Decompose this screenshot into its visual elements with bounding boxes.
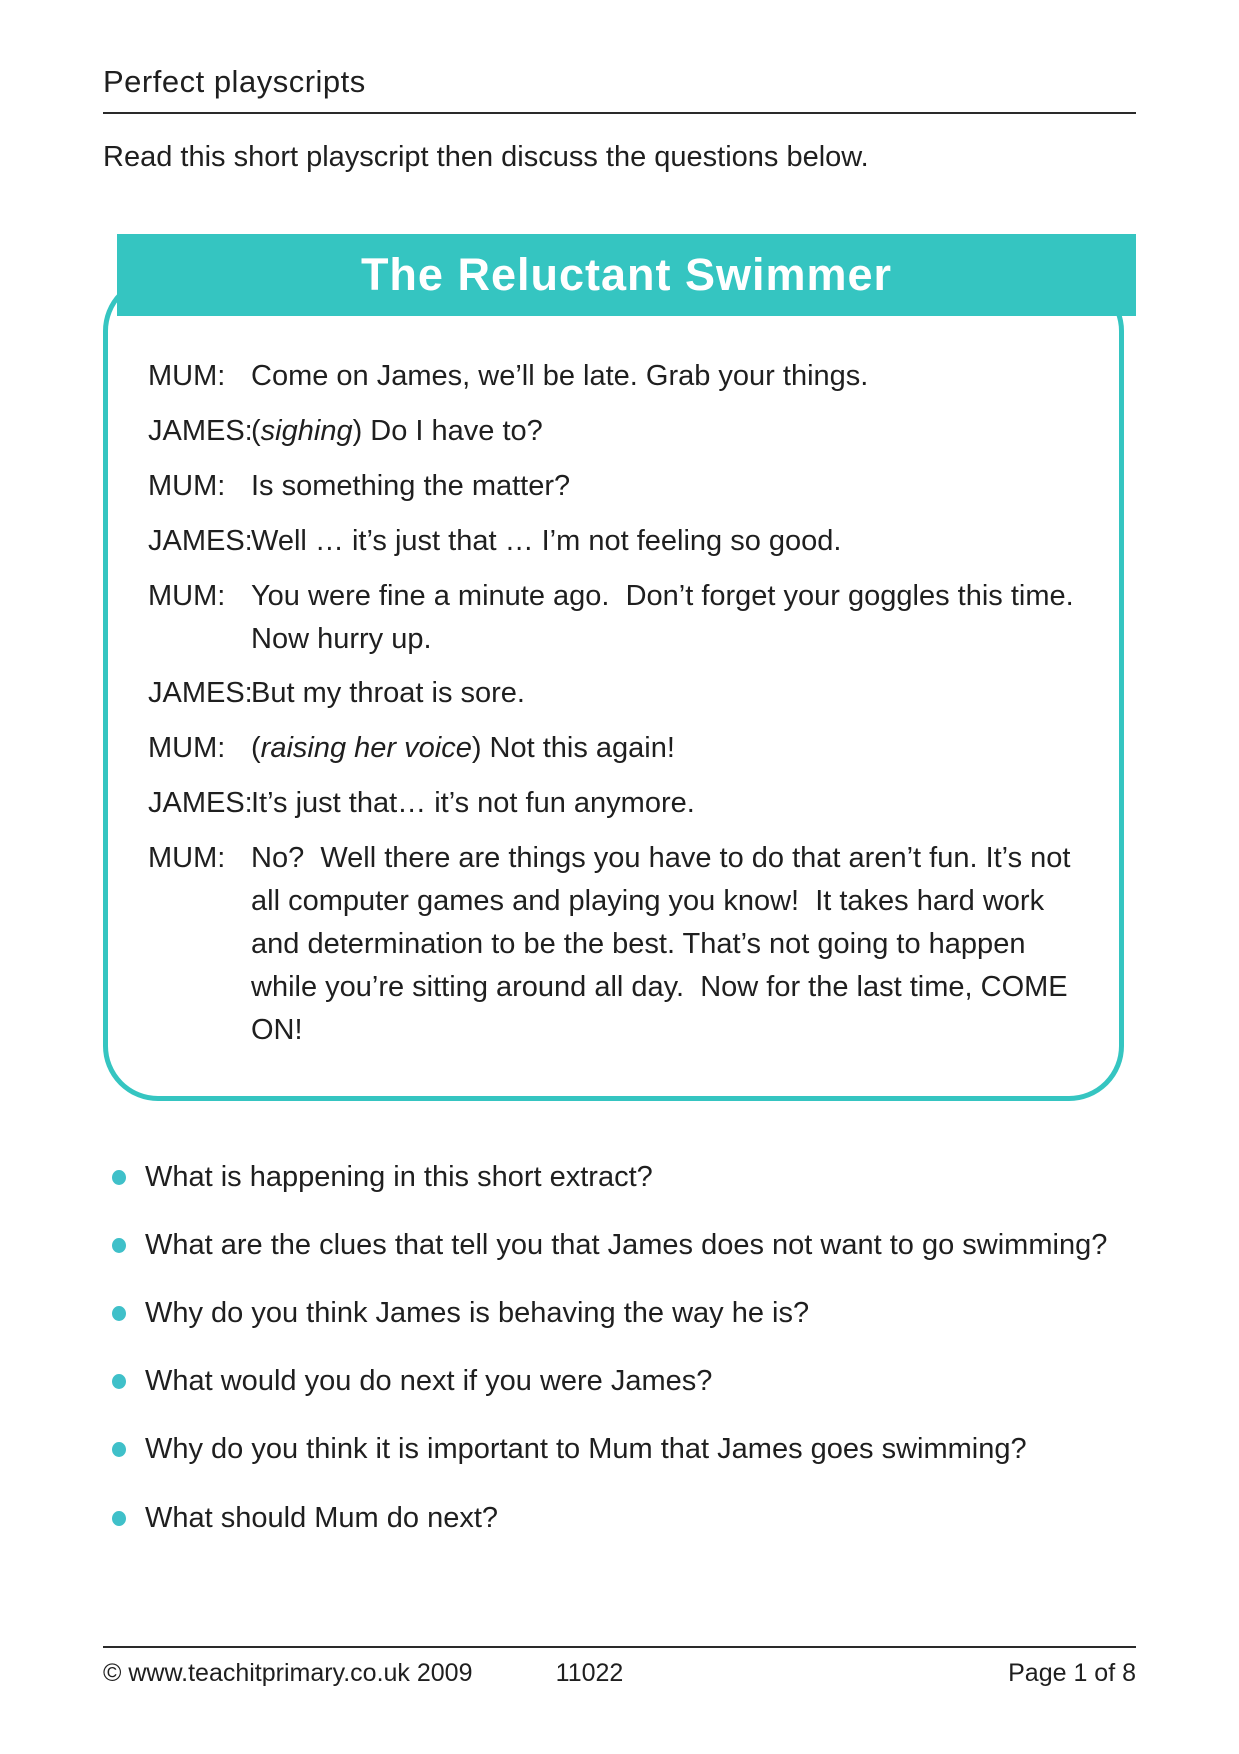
script-line [148, 727, 1085, 770]
question-text: Why do you think it is important to Mum that James goes swimming? [145, 1433, 1027, 1466]
speaker-label: JAMES: [148, 524, 253, 557]
dialogue-segment: ( [251, 732, 261, 765]
bullet-icon [112, 1170, 126, 1185]
bullet-icon [112, 1238, 126, 1253]
dialogue-text [251, 782, 1085, 825]
script-line [148, 837, 1085, 1052]
speaker-label: MUM: [148, 842, 226, 875]
dialogue-segment: ) Not this again! [471, 732, 675, 765]
script-line [148, 575, 1090, 661]
question-item [103, 1157, 1136, 1198]
bullet-icon [112, 1511, 126, 1526]
question-text: Why do you think James is behaving the way he is? [145, 1297, 810, 1330]
playscript-card [103, 234, 1136, 1101]
script-line [148, 410, 1085, 453]
footer-page-number: Page 1 of 8 [1008, 1659, 1137, 1687]
bullet-icon [112, 1374, 126, 1389]
script-line [148, 355, 1085, 398]
question-text: What should Mum do next? [145, 1501, 499, 1534]
playscript-title-banner [117, 234, 1136, 316]
dialogue-text [251, 465, 1085, 508]
speaker-label: MUM: [148, 732, 226, 765]
footer-document-id: 11022 [555, 1659, 624, 1687]
speaker-label: MUM: [148, 579, 226, 612]
speaker-label: JAMES: [148, 787, 253, 820]
speaker-label: MUM: [148, 469, 226, 502]
stage-direction: raising her voice [260, 732, 472, 765]
question-item [103, 1225, 1136, 1266]
dialogue-segment: ( [251, 414, 261, 447]
bullet-icon [112, 1442, 126, 1457]
speaker-label: MUM: [148, 360, 226, 392]
intro-instruction: Read this short playscript then discuss the questions below. [103, 141, 869, 173]
question-item [103, 1498, 1136, 1539]
dialogue-segment: Well … it’s just that … I’m not feeling so good. [251, 524, 842, 557]
script-line [148, 782, 1085, 825]
discussion-questions-list [103, 1157, 1136, 1539]
stage-direction: sighing [260, 414, 353, 447]
speaker-label: JAMES: [148, 677, 253, 710]
script-line [148, 672, 1085, 715]
dialogue-segment: Come on James, we’ll be late. Grab your things. [251, 360, 869, 392]
dialogue-text [251, 727, 1085, 770]
dialogue-segment: ) Do I have to? [352, 414, 543, 447]
question-item [103, 1361, 1136, 1402]
dialogue-segment: Is something the matter? [251, 469, 571, 502]
page-content [103, 0, 1136, 1566]
dialogue-segment: It’s just that… it’s not fun anymore. [251, 787, 695, 820]
speaker-label: JAMES: [148, 414, 253, 447]
dialogue-text [251, 672, 1085, 715]
page-title: Perfect playscripts [103, 64, 366, 99]
dialogue-segment: You were fine a minute ago. Don’t forget your goggles this time. Now hurry up. [251, 579, 1090, 655]
footer-copyright: © www.teachitprimary.co.uk 2009 [103, 1659, 473, 1687]
dialogue-text [251, 410, 1085, 453]
dialogue-segment: But my throat is sore. [251, 677, 525, 710]
question-item [103, 1293, 1136, 1334]
dialogue-text [251, 355, 1085, 398]
page-header [103, 0, 1136, 114]
dialogue-text [251, 837, 1085, 1052]
dialogue-text [251, 575, 1090, 661]
question-text: What are the clues that tell you that James does not want to go swimming? [145, 1228, 1108, 1261]
playscript-box [103, 276, 1124, 1101]
bullet-icon [112, 1306, 126, 1321]
question-item [103, 1429, 1136, 1470]
dialogue-text [251, 520, 1085, 563]
script-lines [148, 355, 1090, 1052]
question-text: What is happening in this short extract? [145, 1160, 653, 1193]
script-line [148, 465, 1085, 508]
question-text: What would you do next if you were James? [145, 1365, 713, 1398]
page-footer [103, 1646, 1136, 1688]
script-line [148, 520, 1085, 563]
playscript-title: The Reluctant Swimmer [360, 249, 893, 300]
dialogue-segment: No? Well there are things you have to do that aren’t fun. It’s not all computer games and playing you know! It takes hard work and determination to be the best. That’s not going to happen while you’re sitting around all day. Now for the last time, COME ON! [251, 842, 1079, 1046]
